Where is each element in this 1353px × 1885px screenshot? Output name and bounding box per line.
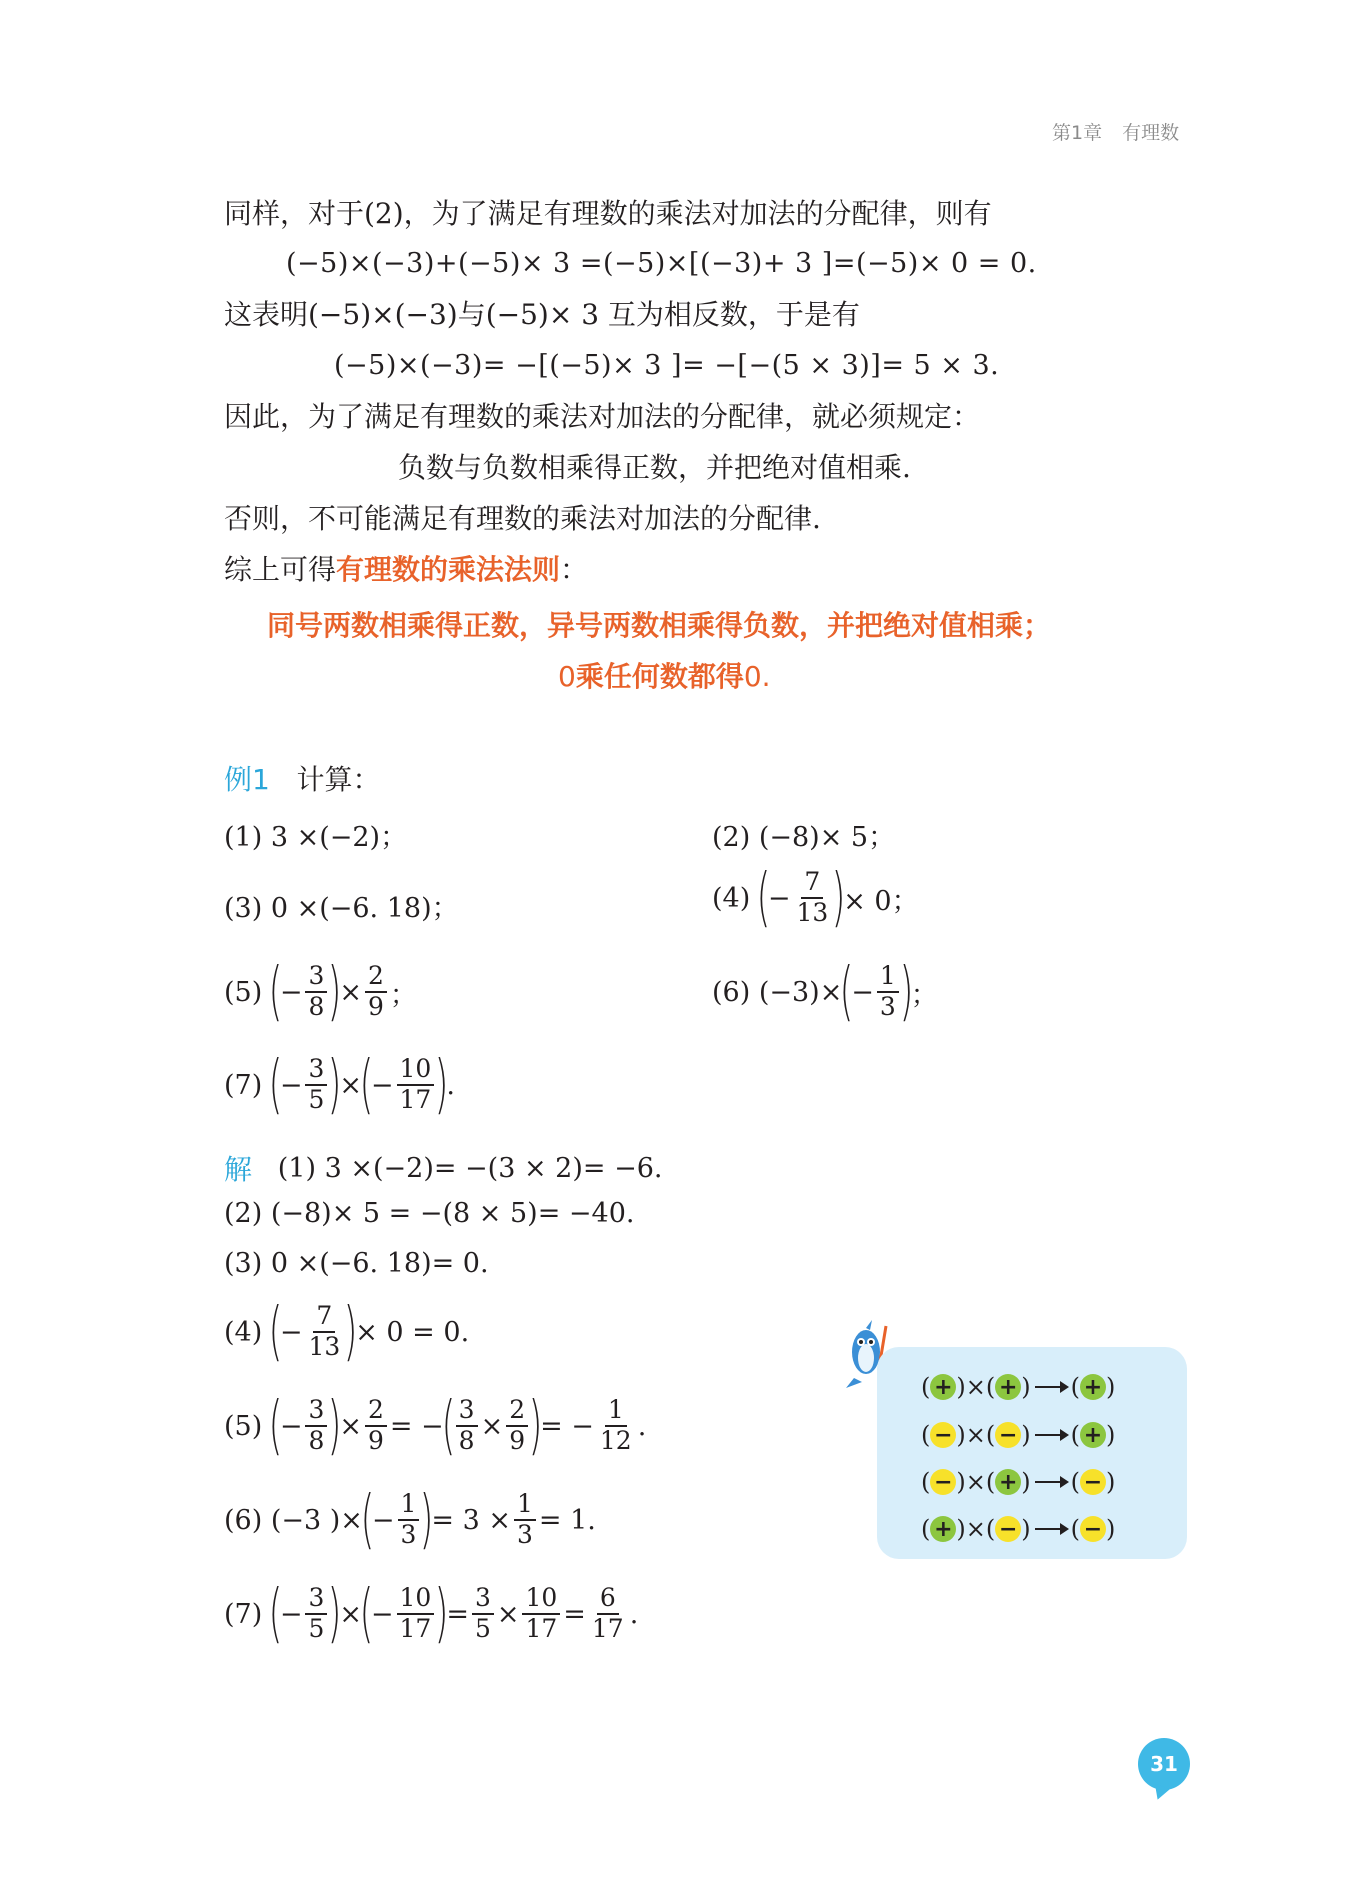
fraction — [589, 1584, 627, 1644]
paren-left: ( — [268, 1389, 283, 1463]
fraction — [522, 1584, 560, 1644]
numerator: 7 — [313, 1302, 335, 1333]
minus-sign: − — [370, 1069, 394, 1101]
page-number-badge: 31 — [1138, 1738, 1190, 1790]
highlight-term: 有理数的乘法法则 — [336, 553, 561, 586]
paren-left: ( — [359, 1577, 374, 1651]
paren-left: ( — [839, 955, 854, 1029]
paren-right: ) — [434, 1577, 449, 1651]
text-line: 这表明(−5)×(−3)与(−5)× 3 互为相反数，于是有 — [224, 298, 860, 331]
times-sign: × — [339, 1410, 362, 1442]
paren-left: ( — [1070, 1421, 1080, 1449]
solution-5 — [224, 1389, 647, 1463]
denominator: 3 — [516, 1520, 533, 1549]
problem-number: (7) — [224, 1598, 263, 1630]
denominator: 3 — [400, 1520, 417, 1549]
solution-4 — [224, 1295, 470, 1369]
sign-rule-row — [921, 1468, 1115, 1496]
numerator: 3 — [472, 1584, 494, 1615]
paren-left: ( — [756, 861, 771, 935]
paren-left: ( — [985, 1515, 996, 1543]
problem-number: (7) — [224, 1069, 263, 1101]
equals-sign: = — [446, 1598, 469, 1630]
paren-left: ( — [268, 955, 283, 1029]
paren-left: ( — [1070, 1468, 1080, 1496]
numerator: 10 — [397, 1584, 435, 1615]
multiplication-rule-zero — [558, 655, 771, 695]
numerator: 1 — [398, 1490, 420, 1521]
paren-left: ( — [1070, 1373, 1080, 1401]
denominator: 9 — [509, 1426, 526, 1455]
arrow-right-icon — [1035, 1434, 1067, 1436]
fraction — [456, 1396, 478, 1456]
text-fragment: 0 — [558, 660, 576, 693]
fraction — [793, 868, 831, 928]
minus-sign: − — [279, 1598, 303, 1630]
arrow-right-icon — [1035, 1481, 1067, 1483]
text-line: 负数与负数相乘得正数，并把绝对值相乘. — [398, 451, 911, 484]
paren-left: ( — [985, 1421, 996, 1449]
fraction — [365, 962, 387, 1022]
times-sign: × — [965, 1515, 986, 1543]
times-sign: × — [480, 1410, 504, 1442]
formula-line: (−5)×(−3)= −[(−5)× 3 ]= −[−(5 × 3)]= 5 × 3. — [334, 350, 1000, 381]
numerator: 10 — [397, 1055, 435, 1086]
numerator: 10 — [522, 1584, 560, 1615]
numerator: 3 — [305, 1055, 327, 1086]
numerator: 7 — [801, 868, 823, 899]
problem-tail: . — [446, 1069, 455, 1101]
denominator: 9 — [367, 992, 384, 1021]
text-fragment: 综上可得 — [224, 553, 337, 586]
denominator: 8 — [308, 992, 325, 1021]
minus-sign: − — [279, 976, 303, 1008]
positive-sign-icon: + — [1080, 1374, 1106, 1400]
paren-right: ) — [1105, 1421, 1116, 1449]
text-line — [224, 550, 588, 590]
page-header — [1052, 118, 1179, 145]
fraction — [305, 962, 327, 1022]
denominator: 13 — [796, 898, 829, 927]
paren-left: ( — [359, 1048, 374, 1122]
minus-sign: − — [279, 1069, 303, 1101]
positive-sign-icon: + — [1080, 1422, 1106, 1448]
minus-sign: − — [370, 1598, 394, 1630]
fraction — [397, 1055, 435, 1115]
fraction — [397, 1584, 435, 1644]
positive-sign-icon: + — [930, 1516, 956, 1542]
negative-sign-icon: − — [930, 1422, 956, 1448]
times-sign: × — [496, 1598, 520, 1630]
problem-2: (2) (−8)× 5； — [712, 822, 896, 853]
numerator: 3 — [305, 1396, 327, 1427]
paren-right: ) — [1105, 1468, 1116, 1496]
positive-sign-icon: + — [995, 1374, 1021, 1400]
times-sign: × — [339, 976, 362, 1008]
times-sign: × — [339, 1069, 362, 1101]
positive-sign-icon: + — [930, 1374, 956, 1400]
problem-tail: ； — [910, 979, 938, 1011]
solution-3: (3) 0 ×(−6. 18)= 0. — [224, 1248, 489, 1279]
denominator: 17 — [399, 1614, 432, 1643]
fraction — [365, 1396, 387, 1456]
times-sign: × — [965, 1468, 986, 1496]
problem-7 — [224, 1048, 455, 1122]
example-label: 例1 — [224, 763, 270, 796]
problem-tail: × 0； — [843, 885, 919, 917]
fraction — [597, 1396, 635, 1456]
minus-sign: − — [767, 882, 791, 914]
numerator: 1 — [514, 1490, 536, 1521]
text-line: 否则，不可能满足有理数的乘法对加法的分配律. — [224, 502, 821, 535]
arrow-right-icon — [1035, 1528, 1067, 1530]
paren-left: ( — [268, 1295, 283, 1369]
paren-right: ) — [956, 1515, 966, 1543]
denominator: 17 — [399, 1085, 432, 1114]
paren-right: ) — [1021, 1468, 1031, 1496]
sign-rule-row — [921, 1373, 1115, 1401]
solution-label: 解 — [224, 1153, 253, 1186]
minus-sign: − — [371, 1504, 395, 1536]
denominator: 8 — [308, 1426, 325, 1455]
numerator: 2 — [365, 1396, 387, 1427]
paren-left: ( — [441, 1389, 456, 1463]
paren-left: ( — [268, 1577, 283, 1651]
negative-sign-icon: − — [1080, 1516, 1106, 1542]
equals-part: = 3 × — [431, 1504, 511, 1536]
negative-sign-icon: − — [995, 1422, 1021, 1448]
problem-number: (4) — [712, 882, 751, 914]
problem-number: (4) — [224, 1316, 263, 1348]
negative-sign-icon: − — [930, 1469, 956, 1495]
paren-right: ) — [1021, 1373, 1031, 1401]
fraction — [305, 1396, 327, 1456]
problem-number: (5) — [224, 1410, 263, 1442]
paren-left: ( — [360, 1483, 375, 1557]
denominator: 12 — [599, 1426, 632, 1455]
paren-right: ) — [831, 861, 846, 935]
arrow-right-icon — [1035, 1386, 1067, 1388]
paren-right: ) — [327, 1389, 342, 1463]
solution-lead: (6) (−3 )× — [224, 1504, 363, 1536]
negative-sign-icon: − — [995, 1516, 1021, 1542]
negative-sign-icon: − — [1080, 1469, 1106, 1495]
sign-rule-row — [921, 1515, 1115, 1543]
solution-7 — [224, 1577, 639, 1651]
fraction — [398, 1490, 420, 1550]
minus-sign: − — [279, 1410, 303, 1442]
solution-tail: × 0 = 0. — [355, 1316, 470, 1348]
paren-left: ( — [985, 1468, 996, 1496]
times-sign: × — [965, 1373, 986, 1401]
times-sign: × — [965, 1421, 986, 1449]
paren-right: ) — [1021, 1421, 1031, 1449]
fraction — [305, 1055, 327, 1115]
numerator: 2 — [506, 1396, 528, 1427]
paren-right: ) — [1105, 1515, 1116, 1543]
numerator: 6 — [597, 1584, 619, 1615]
paren-left: ( — [921, 1373, 931, 1401]
equals-minus: = − — [540, 1410, 594, 1442]
example-heading — [224, 760, 381, 800]
paren-right: ) — [1105, 1373, 1116, 1401]
numerator: 1 — [605, 1396, 627, 1427]
fraction — [305, 1584, 327, 1644]
minus-sign: − — [851, 976, 874, 1008]
paren-right: ) — [420, 1483, 434, 1557]
numerator: 3 — [456, 1396, 478, 1427]
paren-right: ) — [899, 955, 914, 1029]
sign-rules-panel — [877, 1347, 1187, 1559]
problem-6 — [712, 955, 938, 1029]
paren-left: ( — [985, 1373, 996, 1401]
fraction — [506, 1396, 528, 1456]
problem-tail: ； — [389, 979, 417, 1011]
solution-text: (1) 3 ×(−2)= −(3 × 2)= −6. — [277, 1152, 663, 1184]
problem-1: (1) 3 ×(−2)； — [224, 822, 408, 853]
paren-right: ) — [343, 1295, 358, 1369]
fraction — [472, 1584, 494, 1644]
sign-rule-row — [921, 1421, 1115, 1449]
example-title: 计算： — [296, 763, 381, 796]
paren-left: ( — [921, 1515, 931, 1543]
numerator: 1 — [877, 962, 899, 993]
numerator: 2 — [365, 962, 387, 993]
solution-tail: . — [637, 1410, 647, 1442]
solution-tail: . — [629, 1598, 639, 1630]
denominator: 5 — [308, 1614, 325, 1643]
chapter-title: 有理数 — [1122, 122, 1180, 144]
paren-right: ) — [327, 1577, 342, 1651]
paren-right: ) — [327, 955, 342, 1029]
positive-sign-icon: + — [995, 1469, 1021, 1495]
fraction — [305, 1302, 343, 1362]
text-line: 同样，对于(2)，为了满足有理数的乘法对加法的分配律，则有 — [224, 197, 992, 230]
text-fragment: ： — [560, 553, 589, 586]
paren-left: ( — [268, 1048, 283, 1122]
equals-sign: = — [563, 1598, 586, 1630]
denominator: 8 — [458, 1426, 475, 1455]
denominator: 9 — [367, 1426, 384, 1455]
equals-minus: = − — [389, 1410, 444, 1442]
formula-line: (−5)×(−3)+(−5)× 3 =(−5)×[(−3)+ 3 ]=(−5)× 0 = 0. — [286, 248, 1037, 279]
paren-right: ) — [434, 1048, 449, 1122]
chapter-label: 第1章 — [1052, 122, 1103, 144]
paren-right: ) — [956, 1421, 966, 1449]
problem-4 — [712, 861, 919, 935]
problem-number: (5) — [224, 976, 263, 1008]
paren-right: ) — [1021, 1515, 1031, 1543]
solution-1 — [224, 1148, 662, 1188]
fraction — [514, 1490, 536, 1550]
multiplication-rule: 同号两数相乘得正数，异号两数相乘得负数，并把绝对值相乘； — [267, 609, 1052, 642]
denominator: 3 — [879, 992, 896, 1021]
paren-left: ( — [1070, 1515, 1080, 1543]
denominator: 17 — [525, 1614, 558, 1643]
numerator: 3 — [305, 1584, 327, 1615]
problem-3: (3) 0 ×(−6. 18)； — [224, 893, 459, 924]
denominator: 13 — [308, 1332, 341, 1361]
problem-5 — [224, 955, 417, 1029]
solution-2: (2) (−8)× 5 = −(8 × 5)= −40. — [224, 1198, 635, 1229]
text-line: 因此，为了满足有理数的乘法对加法的分配律，就必须规定： — [224, 400, 981, 433]
solution-tail: = 1. — [538, 1504, 596, 1536]
paren-left: ( — [921, 1468, 931, 1496]
paren-right: ) — [956, 1468, 966, 1496]
paren-right: ) — [327, 1048, 342, 1122]
numerator: 3 — [305, 962, 327, 993]
text-fragment: 0. — [743, 660, 771, 693]
solution-6 — [224, 1483, 596, 1557]
denominator: 5 — [474, 1614, 491, 1643]
paren-right: ) — [528, 1389, 543, 1463]
denominator: 17 — [591, 1614, 624, 1643]
minus-sign: − — [279, 1316, 303, 1348]
fraction — [877, 962, 899, 1022]
denominator: 5 — [308, 1085, 325, 1114]
paren-right: ) — [956, 1373, 966, 1401]
text-fragment: 乘任何数都得 — [575, 660, 744, 693]
paren-left: ( — [921, 1421, 931, 1449]
problem-lead: (6) (−3)× — [712, 976, 843, 1008]
times-sign: × — [339, 1598, 362, 1630]
